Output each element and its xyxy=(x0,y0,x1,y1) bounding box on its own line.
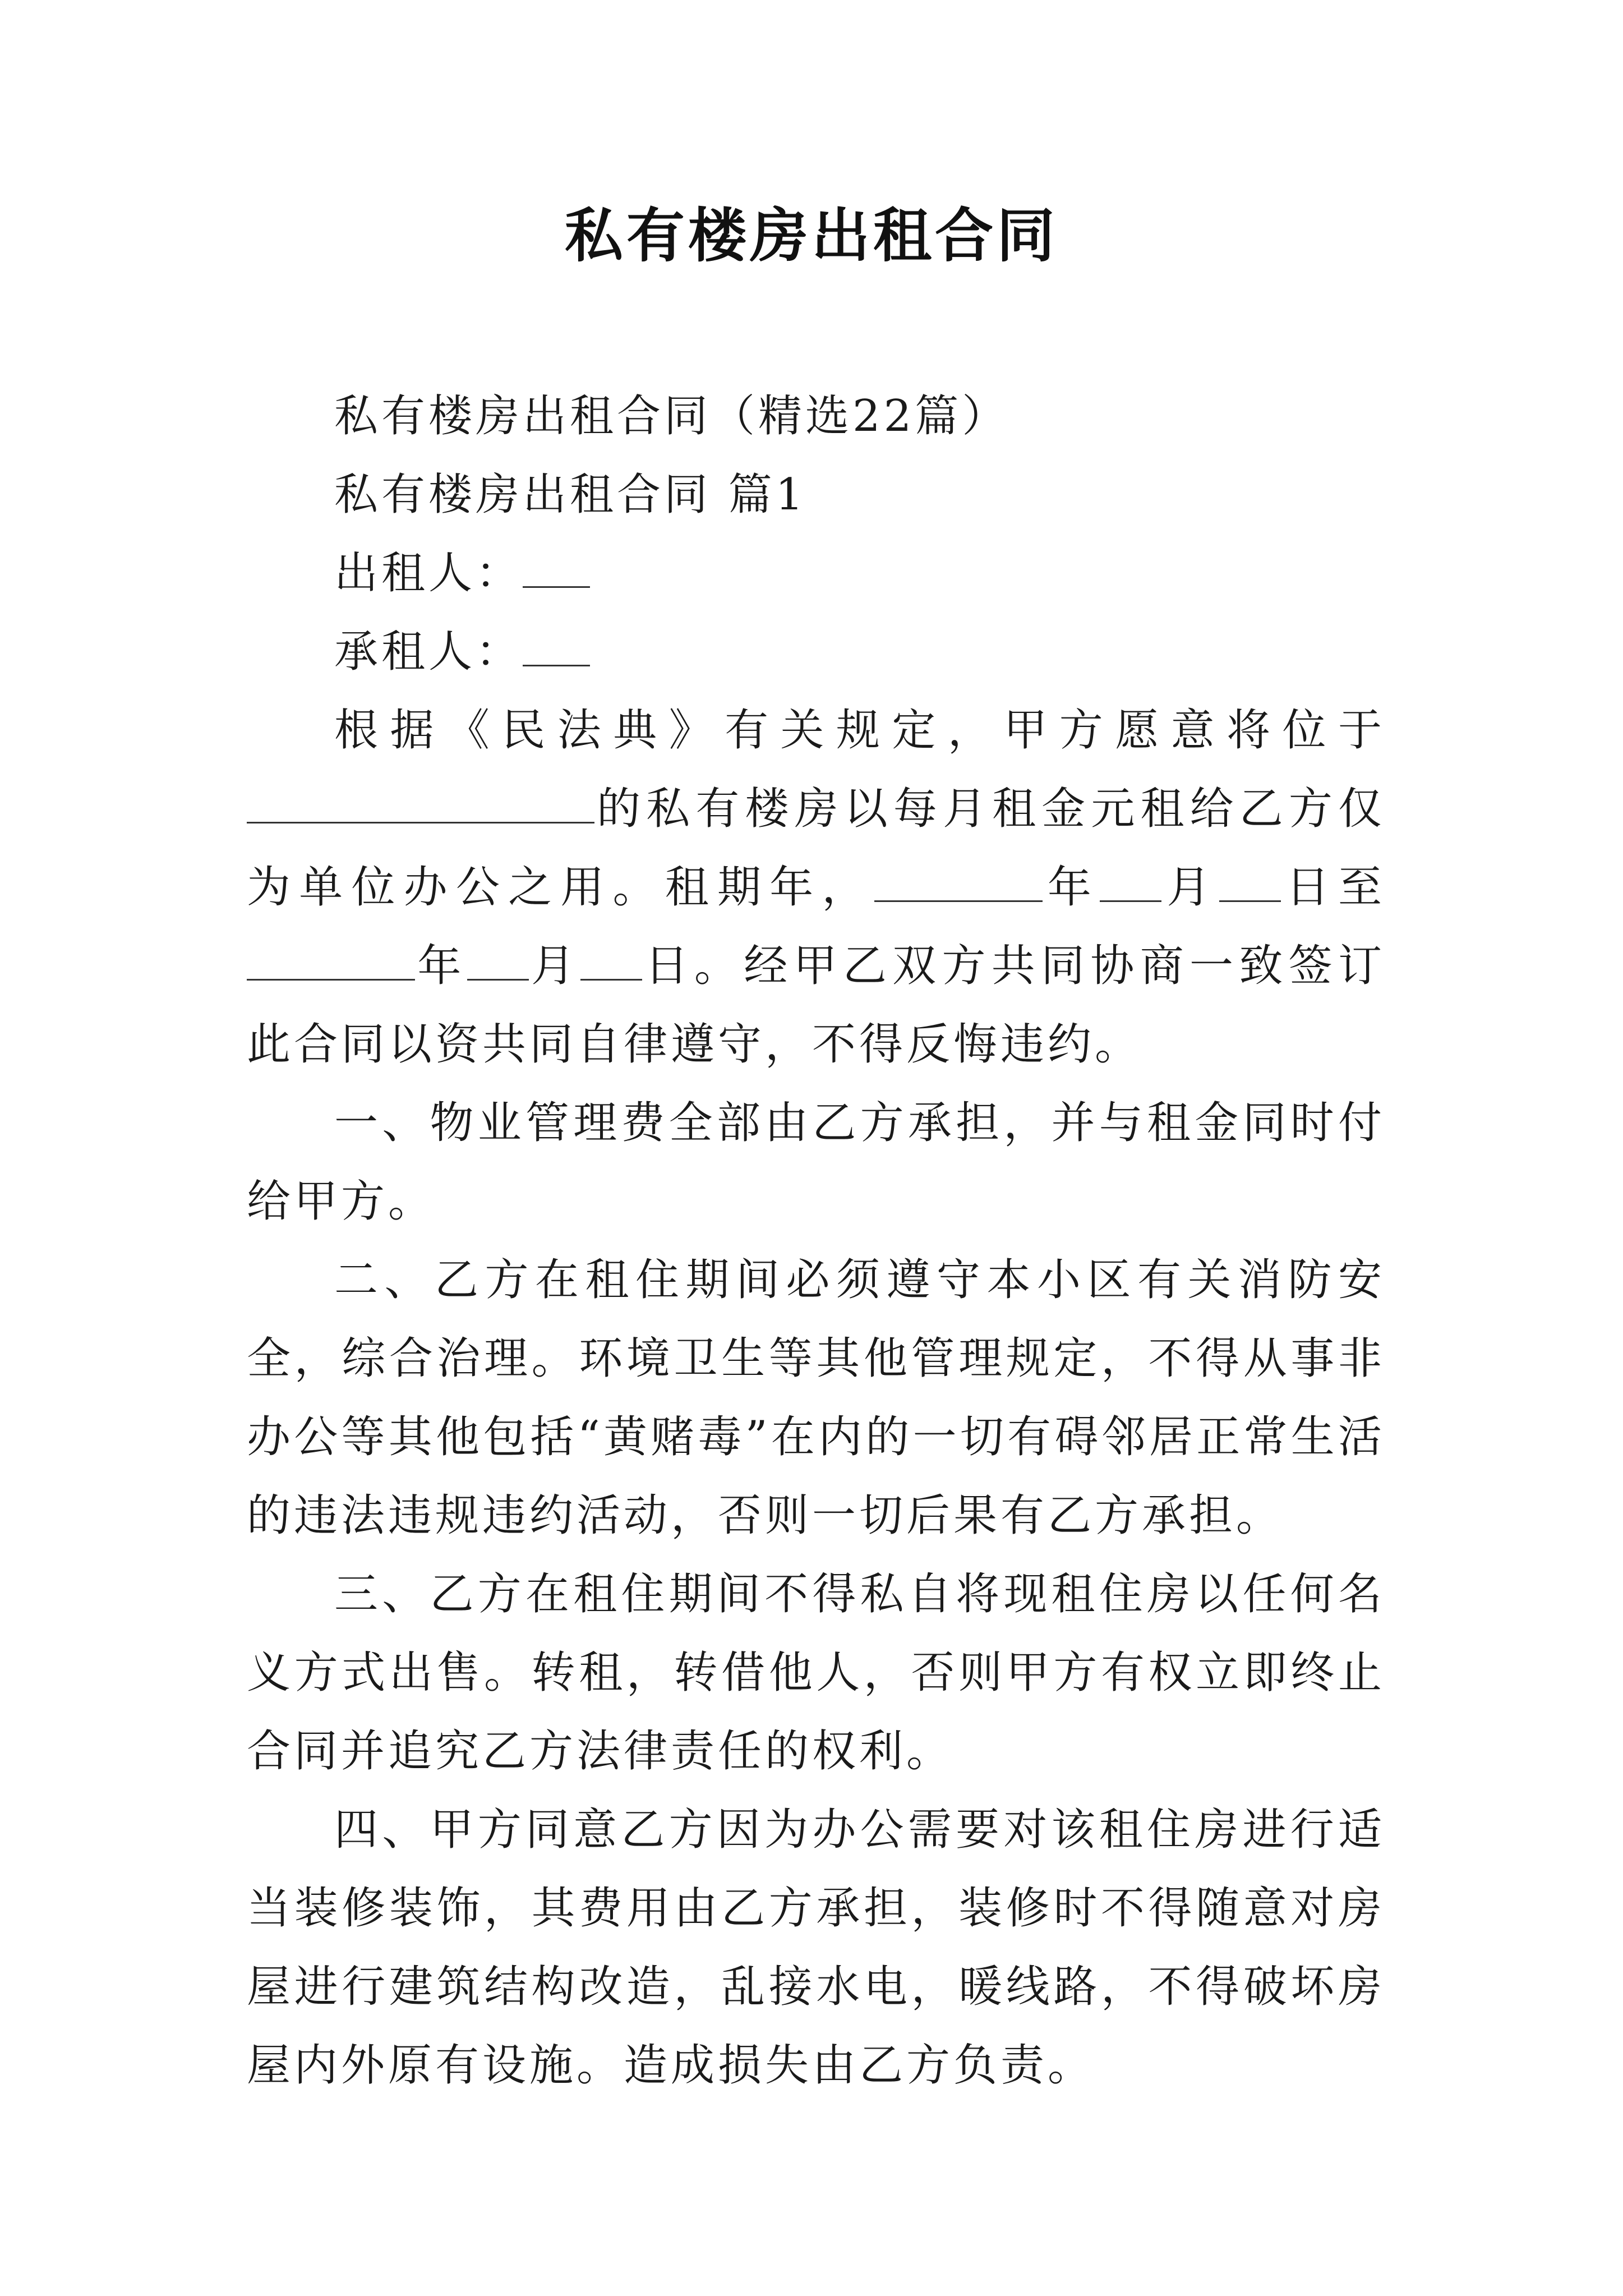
end-year-blank xyxy=(247,940,415,981)
document-body xyxy=(247,377,1385,2105)
clause-4: 四、甲方同意乙方因为办公需要对该租住房进行适当装修装饰，其费用由乙方承担，装修时不得随意对房屋进行建筑结构改造，乱接水电，暖线路，不得破坏房屋内外原有设施。造成损失由乙方负责。 xyxy=(247,1805,1385,2091)
end-month-label: 月 xyxy=(528,941,581,991)
end-year-label: 年 xyxy=(415,941,467,991)
location-blank xyxy=(247,783,594,823)
start-month-blank xyxy=(1100,861,1161,902)
clause-1: 一、物业管理费全部由乙方承担，并与租金同时付给甲方。 xyxy=(247,1098,1385,1227)
intro-text-1: 根据《民法典》有关规定，甲方愿意将位于 xyxy=(334,705,1385,756)
lessee-line xyxy=(247,613,1385,691)
lessor-blank xyxy=(523,547,590,588)
lessee-label: 承租人： xyxy=(334,627,523,677)
intro-text-2: 的私有楼房以每月租金元租给乙方仅为单位办公之用。租期年， xyxy=(247,784,1385,913)
lessee-blank xyxy=(523,625,590,666)
intro-text-3: 日。经甲乙双方共同协商一致签订此合同以资共同自律遵守，不得反悔违约。 xyxy=(247,941,1385,1070)
start-day-blank xyxy=(1219,861,1281,902)
document-title: 私有楼房出租合同 xyxy=(564,201,1058,270)
lessor-label: 出租人： xyxy=(334,548,523,599)
start-day-label: 日至 xyxy=(1280,862,1385,913)
clause-3: 三、乙方在租住期间不得私自将现租住房以任何名义方式出售。转租，转借他人，否则甲方有权立即终止合同并追究乙方法律责任的权利。 xyxy=(247,1569,1385,1777)
lessor-line xyxy=(247,534,1385,613)
section-heading: 私有楼房出租合同 篇1 xyxy=(334,470,807,520)
start-year-blank xyxy=(874,861,1043,902)
intro-paragraph xyxy=(247,691,1385,1084)
start-year-label: 年 xyxy=(1042,862,1100,913)
clause-2: 二、乙方在租住期间必须遵守本小区有关消防安全，综合治理。环境卫生等其他管理规定，不得从事非办公等其他包括“黄赌毒”在内的一切有碍邻居正常生活的违法违规违约活动，否则一切后果有乙方承担。 xyxy=(247,1255,1385,1541)
end-day-blank xyxy=(580,940,642,981)
document-subtitle: 私有楼房出租合同（精选22篇） xyxy=(334,391,1009,441)
end-month-blank xyxy=(467,940,529,981)
start-month-label: 月 xyxy=(1161,862,1219,913)
